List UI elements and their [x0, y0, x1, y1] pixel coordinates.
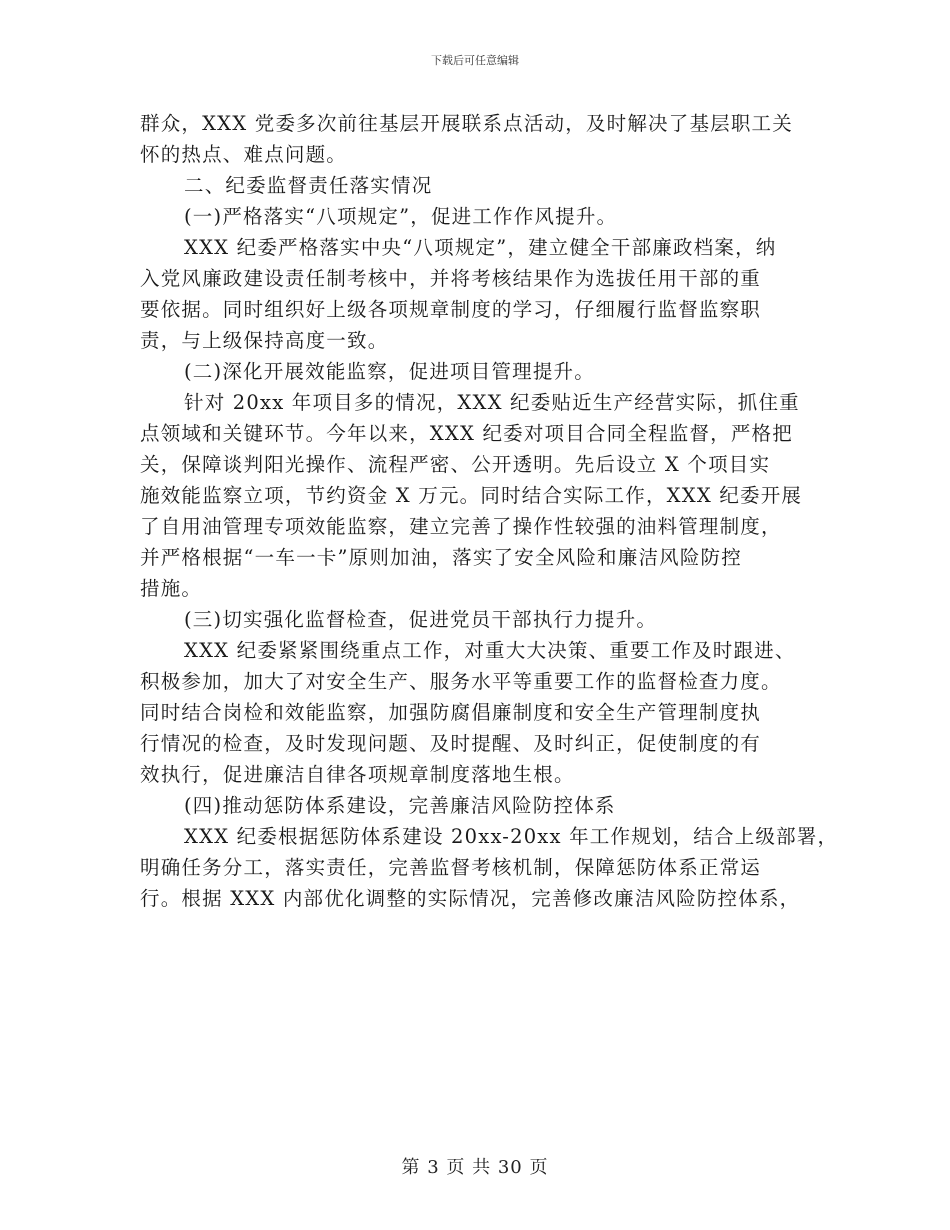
subsection-heading: (四)推动惩防体系建设，完善廉洁风险防控体系: [184, 794, 616, 817]
text-line: XXX 纪委根据惩防体系建设 20xx-20xx 年工作规划，结合上级部署，: [184, 825, 839, 848]
text-line: 同时结合岗检和效能监察，加强防腐倡廉制度和安全生产管理制度执: [140, 701, 762, 724]
text-line: XXX 纪委严格落实中央“八项规定”，建立健全干部廉政档案，纳: [184, 236, 777, 259]
text-line: 点领域和关键环节。今年以来，XXX 纪委对项目合同全程监督，严格把: [140, 422, 793, 445]
text-line: XXX 纪委紧紧围绕重点工作，对重大大决策、重要工作及时跟进、: [184, 639, 796, 662]
text-line: 明确任务分工，落实责任，完善监督考核机制，保障惩防体系正常运: [140, 856, 762, 879]
text-line: 行情况的检查，及时发现问题、及时提醒、及时纠正，促使制度的有: [140, 732, 762, 755]
document-body: [140, 108, 839, 914]
text-line: 了自用油管理专项效能监察，建立完善了操作性较强的油料管理制度，: [140, 515, 782, 538]
page-header: 下载后可任意编辑: [431, 54, 519, 67]
text-line: 关，保障谈判阳光操作、流程严密、公开透明。先后设立 X 个项目实: [140, 453, 771, 476]
text-line: 群众，XXX 党委多次前往基层开展联系点活动，及时解决了基层职工关: [140, 112, 793, 135]
text-line: 入党风廉政建设责任制考核中，并将考核结果作为选拔任用干部的重: [140, 267, 762, 290]
text-line: 积极参加，加大了对安全生产、服务水平等重要工作的监督检查力度。: [140, 670, 782, 693]
text-line: 施效能监察立项，节约资金 X 万元。同时结合实际工作，XXX 纪委开展: [140, 484, 803, 507]
text-line: 行。根据 XXX 内部优化调整的实际情况，完善修改廉洁风险防控体系，: [140, 887, 801, 910]
section-heading: 二、纪委监督责任落实情况: [184, 174, 433, 197]
subsection-heading: (一)严格落实“八项规定”，促进工作作风提升。: [184, 205, 618, 228]
text-line: 责，与上级保持高度一致。: [140, 329, 389, 352]
subsection-heading: (三)切实强化监督检查，促进党员干部执行力提升。: [184, 608, 658, 631]
text-line: 措施。: [140, 577, 203, 600]
subsection-heading: (二)深化开展效能监察，促进项目管理提升。: [184, 360, 595, 383]
text-line: 要依据。同时组织好上级各项规章制度的学习，仔细履行监督监察职: [140, 298, 762, 321]
text-line: 怀的热点、难点问题。: [140, 143, 348, 166]
page-footer: 第 3 页 共 30 页: [401, 1157, 549, 1178]
text-line: 效执行，促进廉洁自律各项规章制度落地生根。: [140, 763, 575, 786]
text-line: 针对 20xx 年项目多的情况，XXX 纪委贴近生产经营实际，抓住重: [184, 391, 800, 414]
text-line: 并严格根据“一车一卡”原则加油，落实了安全风险和廉洁风险防控: [140, 546, 742, 569]
